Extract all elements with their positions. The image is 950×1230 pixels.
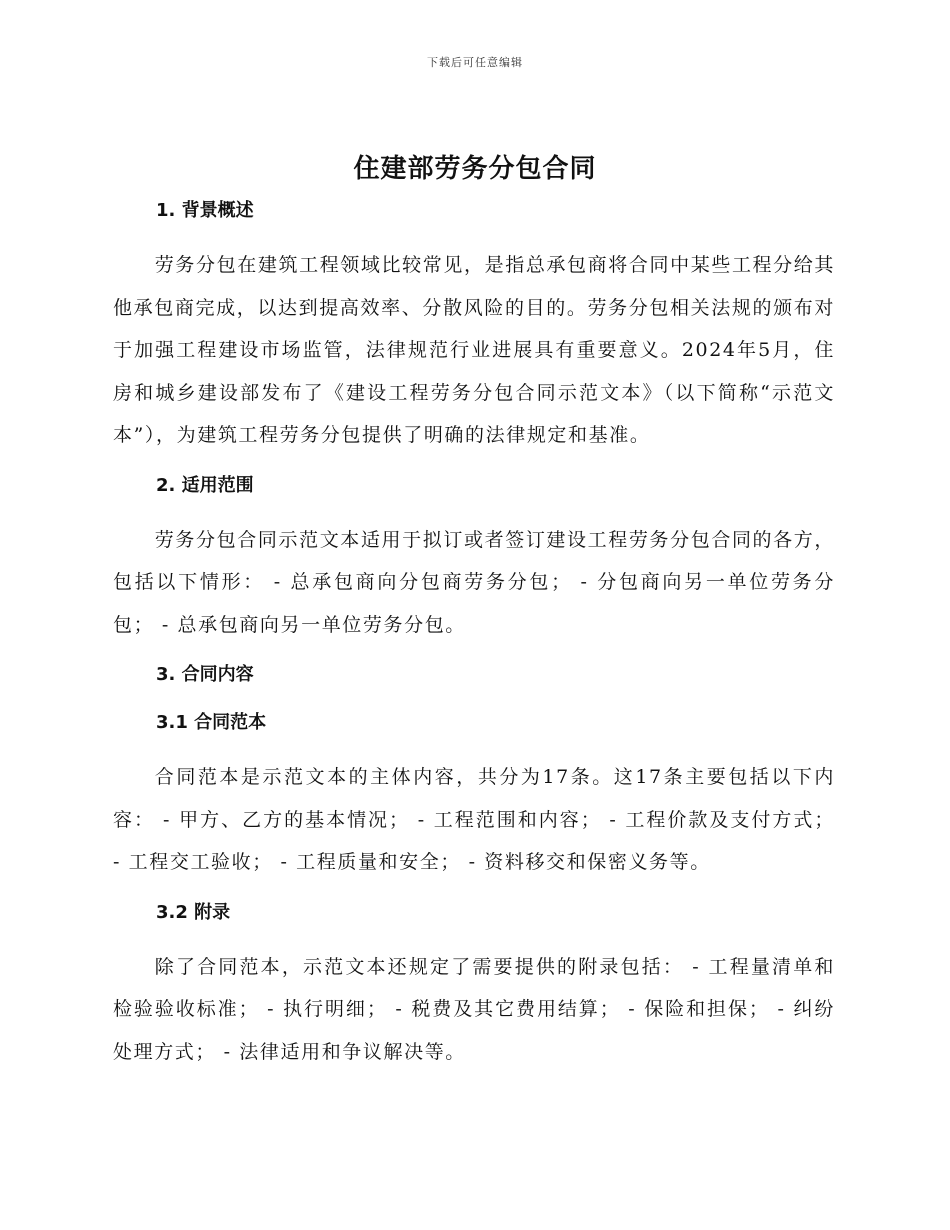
header-note: 下载后可任意编辑	[427, 56, 523, 69]
document-body	[113, 196, 835, 1073]
section-heading-contract-content: 3. 合同内容	[156, 664, 254, 685]
document-title: 住建部劳务分包合同	[353, 154, 597, 184]
section-heading-appendix: 3.2 附录	[156, 901, 231, 923]
section-text-contract-template: 合同范本是示范文本的主体内容，共分为17条。这17条主要包括以下内容： - 甲方、乙方的基本情况； - 工程范围和内容； - 工程价款及支付方式； - 工程交工验收； - 工程质量和安全； - 资料移交和保密义务等。	[113, 766, 835, 873]
section-text-scope: 劳务分包合同示范文本适用于拟订或者签订建设工程劳务分包合同的各方，包括以下情形： - 总承包商向分包商劳务分包； - 分包商向另一单位劳务分包； - 总承包商向另一单位劳务分包。	[113, 528, 835, 636]
section-text-background: 劳务分包在建筑工程领域比较常见，是指总承包商将合同中某些工程分给其他承包商完成，以达到提高效率、分散风险的目的。劳务分包相关法规的颁布对于加强工程建设市场监管，法律规范行业进展具有重要意义。2024年5月，住房和城乡建设部发布了《建设工程劳务分包合同示范文本》（以下简称“示范文本”），为建筑工程劳务分包提供了明确的法律规定和基准。	[113, 254, 835, 446]
section-text-appendix: 除了合同范本，示范文本还规定了需要提供的附录包括： - 工程量清单和检验验收标准； - 执行明细； - 税费及其它费用结算； - 保险和担保； - 纠纷处理方式； - 法律适用和争议解决等。	[113, 955, 835, 1063]
section-heading-contract-template: 3.1 合同范本	[156, 712, 267, 733]
section-heading-background: 1. 背景概述	[156, 200, 254, 221]
section-heading-scope: 2. 适用范围	[156, 474, 254, 496]
